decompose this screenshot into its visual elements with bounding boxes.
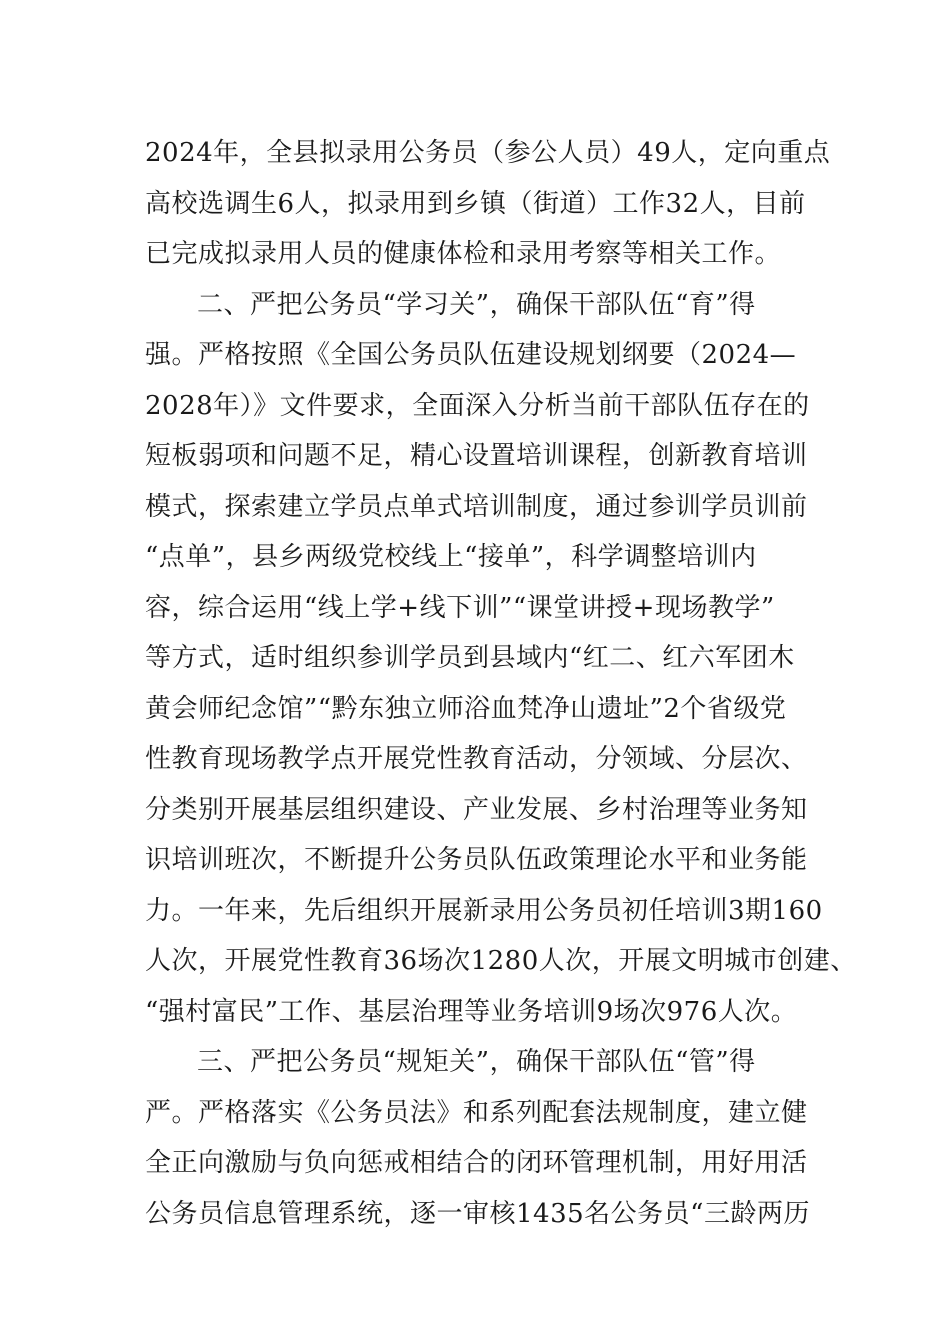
text-line: 人次，开展党性教育36场次1280人次，开展文明城市创建、 (145, 946, 857, 976)
text-line: 2024年，全县拟录用公务员（参公人员）49人，定向重点 (145, 138, 831, 168)
paragraph-first-line: 二、严把公务员“学习关”，确保干部队伍“育”得 (197, 289, 756, 320)
text-line: 容，综合运用“线上学+线下训”“课堂讲授+现场教学” (145, 592, 775, 623)
document-body (145, 128, 857, 1239)
paragraph-first-line: 三、严把公务员“规矩关”，确保干部队伍“管”得 (197, 1047, 756, 1077)
text-line: 公务员信息管理系统，逐一审核1435名公务员“三龄两历 (145, 1198, 810, 1229)
text-line: 强。严格按照《全国公务员队伍建设规划纲要（2024— (145, 340, 797, 370)
text-line: 黄会师纪念馆”“黔东独立师浴血梵净山遗址”2个省级党 (145, 693, 787, 724)
text-line: 力。一年来，先后组织开展新录用公务员初任培训3期160 (145, 895, 823, 926)
text-line: 模式，探索建立学员点单式培训制度，通过参训学员训前 (145, 491, 808, 522)
text-line: 短板弱项和问题不足，精心设置培训课程，创新教育培训 (145, 441, 808, 471)
text-line: 分类别开展基层组织建设、产业发展、乡村治理等业务知 (145, 794, 808, 825)
text-line: 严。严格落实《公务员法》和系列配套法规制度，建立健 (145, 1097, 808, 1128)
text-line: 已完成拟录用人员的健康体检和录用考察等相关工作。 (145, 239, 782, 269)
text-line: 2028年）》文件要求，全面深入分析当前干部队伍存在的 (145, 390, 810, 421)
text-line: “强村富民”工作、基层治理等业务培训9场次976人次。 (145, 996, 798, 1027)
text-line: 等方式，适时组织参训学员到县域内“红二、红六军团木 (145, 643, 795, 673)
text-line: 全正向激励与负向惩戒相结合的闭环管理机制，用好用活 (145, 1148, 808, 1178)
text-line: “点单”，县乡两级党校线上“接单”，科学调整培训内 (145, 542, 757, 572)
text-line: 高校选调生6人，拟录用到乡镇（街道）工作32人，目前 (145, 188, 806, 219)
text-line: 识培训班次，不断提升公务员队伍政策理论水平和业务能 (145, 845, 808, 875)
text-line: 性教育现场教学点开展党性教育活动，分领域、分层次、 (145, 744, 808, 774)
